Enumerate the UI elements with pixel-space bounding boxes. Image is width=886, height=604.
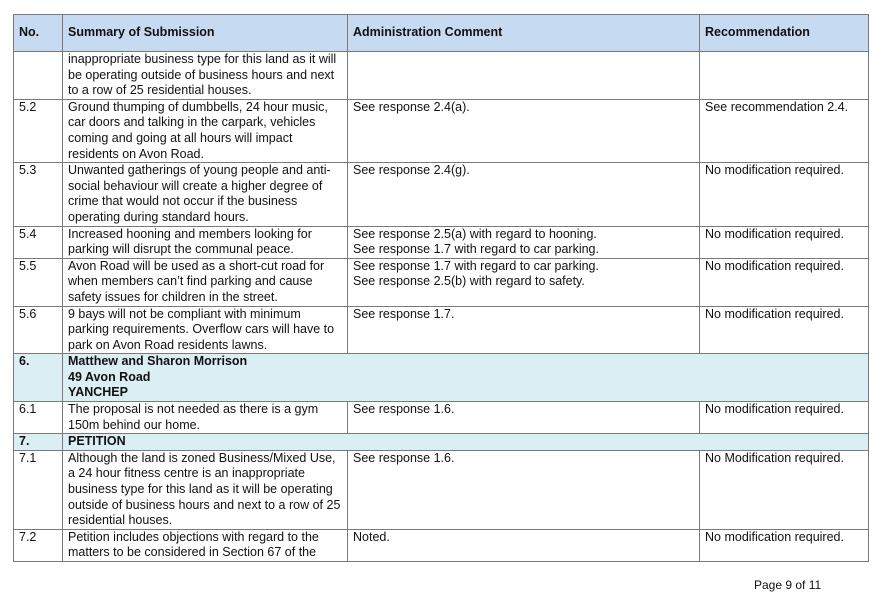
comment-line: See response 2.5(b) with regard to safety. [353, 274, 585, 289]
row-no: 5.6 [14, 306, 63, 354]
row-comment [348, 226, 700, 258]
submitter-suburb: YANCHEP [68, 385, 128, 400]
section-no: 6. [14, 354, 63, 402]
row-recommendation: No modification required. [700, 163, 869, 226]
comment-line: See response 1.7. [353, 306, 455, 321]
table-header-row [14, 15, 869, 52]
row-summary: 9 bays will not be compliant with minimum parking requirements. Overflow cars will have to park on Avon Road residents lawns. [63, 306, 348, 354]
row-recommendation: No modification required. [700, 258, 869, 306]
comment-line: See response 2.5(a) with regard to hooning. [353, 226, 597, 241]
row-recommendation: No modification required. [700, 529, 869, 561]
row-comment [348, 258, 700, 306]
row-summary: Ground thumping of dumbbells, 24 hour music, car doors and talking in the carpark, vehicles coming and going at all hours will impact residents on Avon Road. [63, 99, 348, 162]
row-no [14, 52, 63, 100]
row-no: 5.4 [14, 226, 63, 258]
submissions-table [13, 14, 869, 562]
table-row [14, 52, 869, 100]
row-recommendation: See recommendation 2.4. [700, 99, 869, 162]
row-comment [348, 306, 700, 354]
row-comment [348, 163, 700, 226]
table-row [14, 402, 869, 434]
row-recommendation: No modification required. [700, 226, 869, 258]
comment-line: See response 1.6. [353, 450, 455, 465]
row-recommendation [700, 52, 869, 100]
row-recommendation: No modification required. [700, 306, 869, 354]
row-comment [348, 450, 700, 529]
table-row [14, 306, 869, 354]
table-row [14, 529, 869, 561]
row-recommendation: No modification required. [700, 402, 869, 434]
page-number: Page 9 of 11 [754, 578, 822, 592]
header-comment: Administration Comment [348, 15, 700, 52]
row-summary: Petition includes objections with regard to the matters to be considered in Section 67 of the [63, 529, 348, 561]
table-row [14, 258, 869, 306]
header-no: No. [14, 15, 63, 52]
row-comment [348, 99, 700, 162]
row-summary: The proposal is not needed as there is a gym 150m behind our home. [63, 402, 348, 434]
table-row [14, 163, 869, 226]
row-summary: Although the land is zoned Business/Mixed Use, a 24 hour fitness centre is an inappropriate business type for this land as it will be operating outside of business hours and next to a row of 25 residential houses. [63, 450, 348, 529]
comment-line: See response 1.7 with regard to car parking. [353, 258, 599, 273]
submitter-address: 49 Avon Road [68, 369, 151, 384]
comment-line: Noted. [353, 529, 390, 544]
row-no: 5.5 [14, 258, 63, 306]
row-summary: inappropriate business type for this land as it will be operating outside of business hours and next to a row of 25 residential houses. [63, 52, 348, 100]
header-recommendation: Recommendation [700, 15, 869, 52]
comment-line: See response 1.6. [353, 402, 455, 417]
row-no: 6.1 [14, 402, 63, 434]
row-comment [348, 529, 700, 561]
section-heading: PETITION [63, 434, 869, 451]
row-summary: Avon Road will be used as a short-cut road for when members can’t find parking and cause safety issues for children in the street. [63, 258, 348, 306]
comment-line: See response 2.4(a). [353, 99, 470, 114]
submitter-name: Matthew and Sharon Morrison [68, 354, 248, 369]
row-comment [348, 402, 700, 434]
header-summary: Summary of Submission [63, 15, 348, 52]
row-no: 5.3 [14, 163, 63, 226]
row-summary: Unwanted gatherings of young people and anti-social behaviour will create a higher degree of crime that would not occur if the business operating during standard hours. [63, 163, 348, 226]
comment-line: See response 2.4(g). [353, 163, 470, 178]
row-comment [348, 52, 700, 100]
section-row [14, 354, 869, 402]
row-no: 5.2 [14, 99, 63, 162]
table-row [14, 226, 869, 258]
row-no: 7.1 [14, 450, 63, 529]
comment-line: See response 1.7 with regard to car parking. [353, 242, 599, 257]
row-no: 7.2 [14, 529, 63, 561]
section-row [14, 434, 869, 451]
section-heading [63, 354, 869, 402]
table-row [14, 450, 869, 529]
row-recommendation: No Modification required. [700, 450, 869, 529]
table-row [14, 99, 869, 162]
row-summary: Increased hooning and members looking for parking will disrupt the communal peace. [63, 226, 348, 258]
section-no: 7. [14, 434, 63, 451]
